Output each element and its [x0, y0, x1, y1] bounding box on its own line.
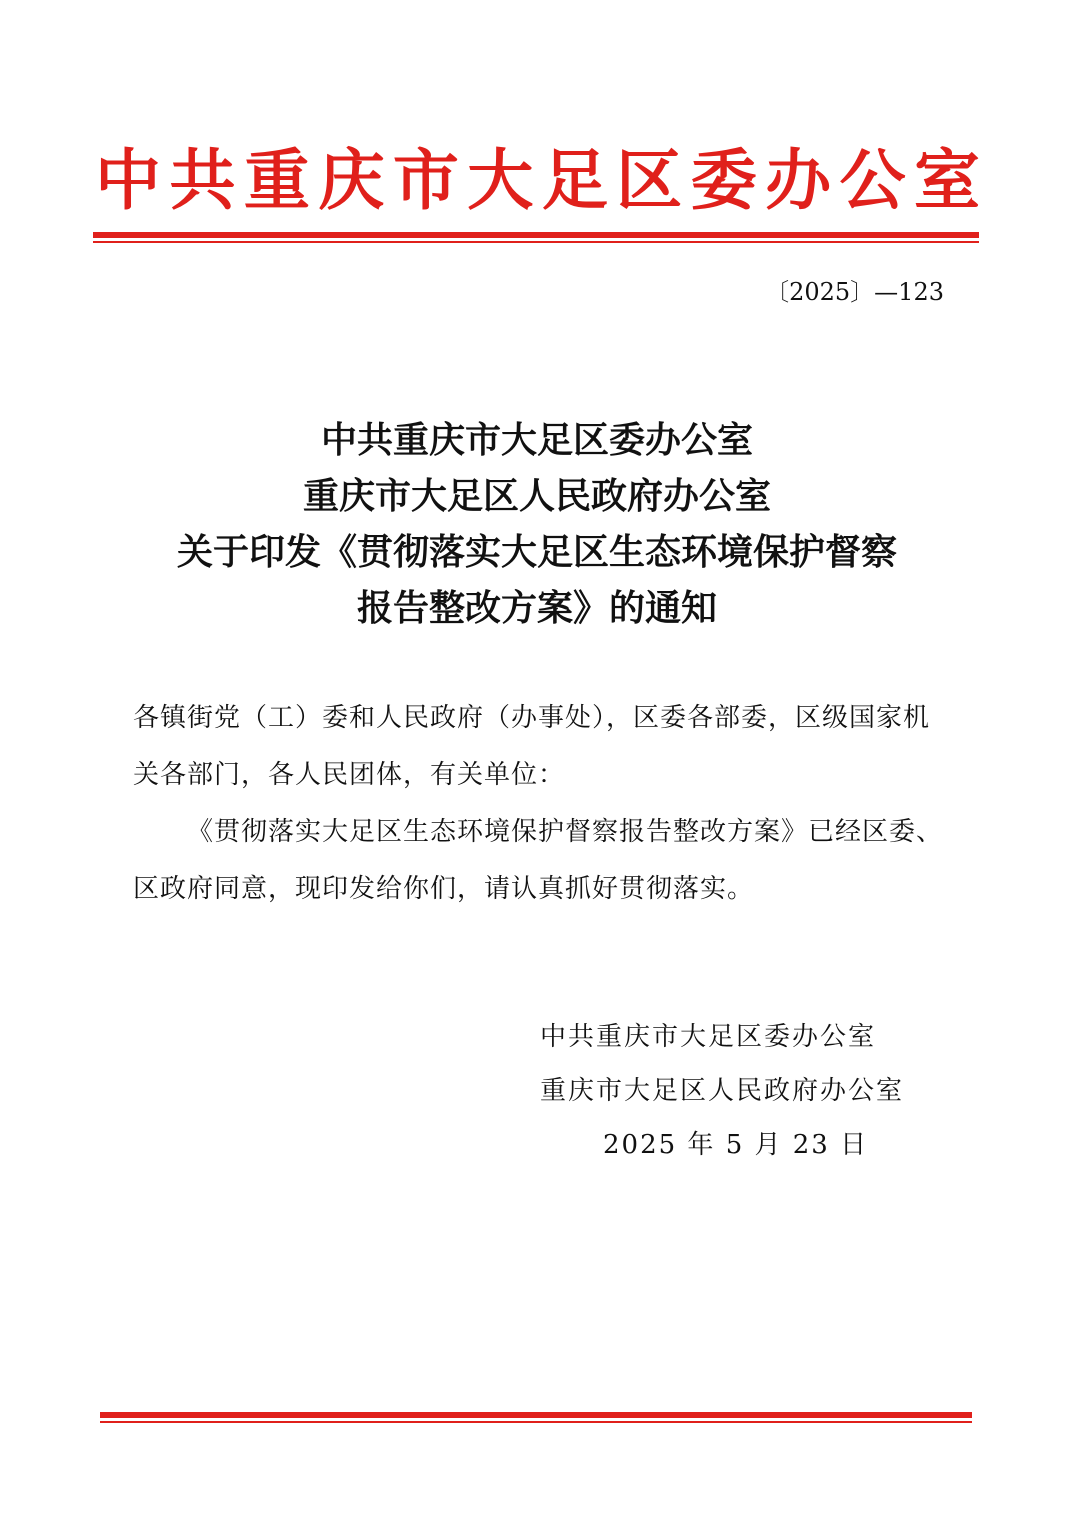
masthead-title [95, 140, 980, 220]
document-number: 〔2025〕—123 [765, 278, 944, 306]
masthead-char: 公 [839, 141, 906, 219]
masthead-char: 办 [765, 141, 832, 219]
body-paragraph: 《贯彻落实大足区生态环境保护督察报告整改方案》已经区委、区政府同意，现印发给你们，请认真抓好贯彻落实。 [133, 817, 944, 904]
masthead-char: 庆 [318, 141, 385, 219]
title-line: 中共重庆市大足区委办公室 [320, 419, 753, 461]
document-title [60, 412, 1014, 636]
document-body [133, 690, 945, 918]
masthead-char: 中 [95, 141, 161, 219]
masthead-char: 足 [541, 141, 608, 219]
title-line: 重庆市大足区人民政府办公室 [302, 475, 771, 517]
masthead-char: 重 [243, 141, 310, 219]
masthead-char: 共 [169, 141, 236, 219]
signature-date: 2025 年 5 月 23 日 [603, 1130, 869, 1160]
masthead-char: 委 [690, 141, 757, 219]
masthead-char: 市 [392, 141, 459, 219]
masthead-divider [93, 232, 979, 243]
divider-thin-line [100, 1421, 972, 1423]
signature-block [540, 1010, 920, 1172]
masthead-char: 区 [616, 141, 683, 219]
signature-org: 重庆市大足区人民政府办公室 [540, 1076, 905, 1106]
masthead-char: 大 [467, 141, 534, 219]
title-line: 报告整改方案》的通知 [356, 587, 717, 629]
divider-thin-line [93, 241, 979, 243]
addressee: 各镇街党（工）委和人民政府（办事处），区委各部委，区级国家机关各部门，各人民团体，有关单位： [133, 703, 931, 790]
signature-org: 中共重庆市大足区委办公室 [540, 1022, 877, 1052]
masthead-char: 室 [913, 141, 980, 219]
footer-divider [100, 1412, 972, 1423]
title-line: 关于印发《贯彻落实大足区生态环境保护督察 [176, 531, 897, 573]
